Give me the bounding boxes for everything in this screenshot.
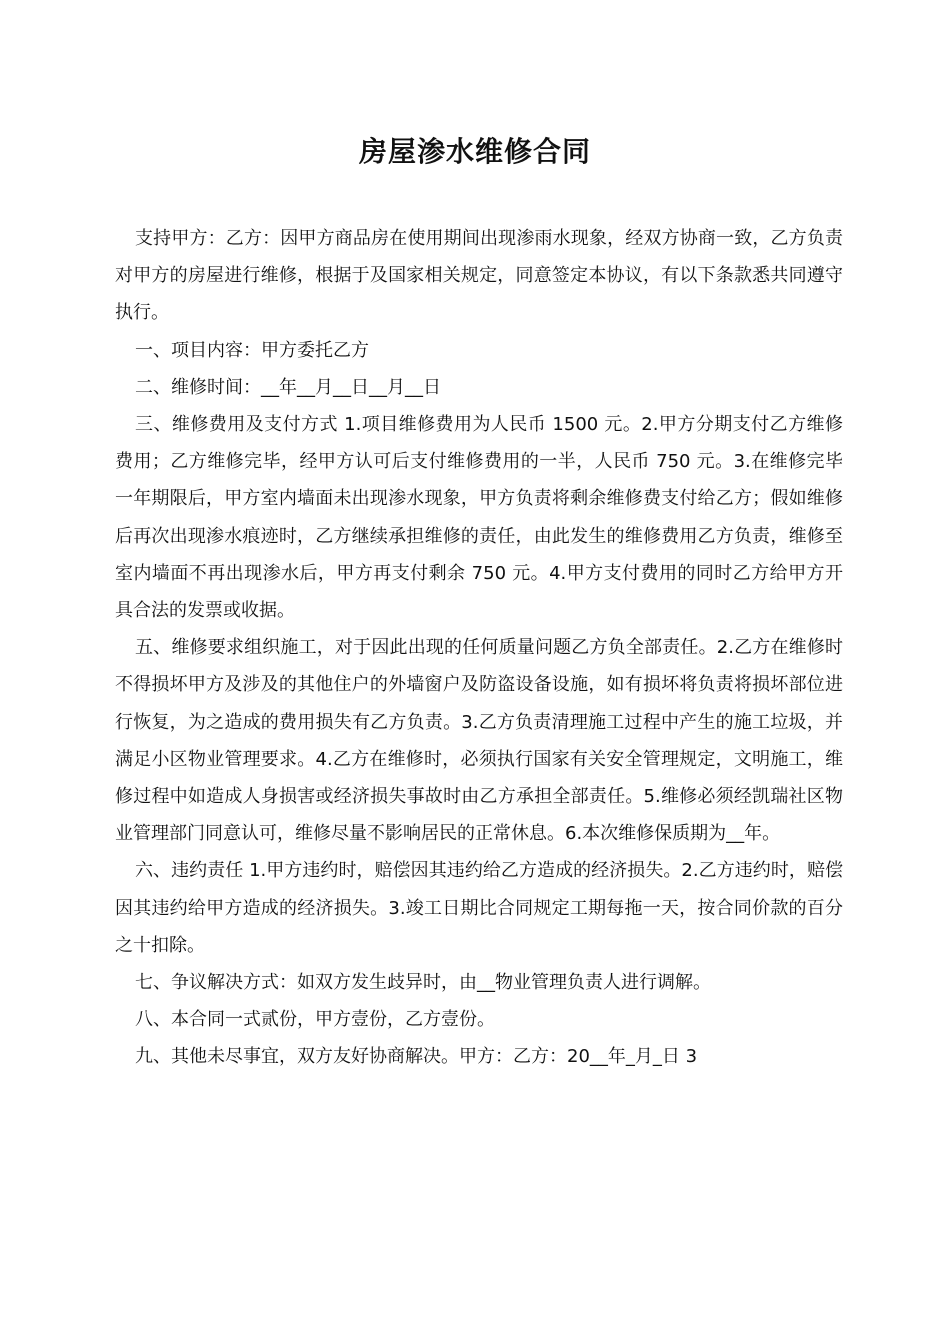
paragraph-copies: 八、本合同一式贰份，甲方壹份，乙方壹份。 — [135, 1009, 495, 1031]
paragraph-dispute-resolution: 七、争议解决方式：如双方发生歧异时，由__物业管理负责人进行调解。 — [135, 972, 711, 994]
paragraph-project-content: 一、项目内容：甲方委托乙方 — [135, 339, 369, 361]
paragraph-repair-time: 二、维修时间：__年__月__日__月__日 — [135, 376, 441, 398]
paragraph-fees-payment: 三、维修费用及支付方式 1.项目维修费用为人民币 1500 元。2.甲方分期支付乙方维修费用；乙方维修完毕，经甲方认可后支付维修费用的一半，人民币 750 元。3.在维修完毕一年期限后，甲方室内墙面未出现渗水现象，甲方负责将剩余维修费支付给乙方；假如维修后再次出现渗水痕迹时，乙方继续承担维修的责任，由此发生的维修费用乙方负责，维修至室内墙面不再出现渗水后，甲方再支付剩余 750 元。4.甲方支付费用的同时乙方给甲方开具合法的发票或收据。 — [115, 414, 843, 622]
document-body — [115, 220, 843, 1076]
paragraph-breach-liability: 六、违约责任 1.甲方违约时，赔偿因其违约给乙方造成的经济损失。2.乙方违约时，赔偿因其违约给甲方造成的经济损失。3.竣工日期比合同规定工期每拖一天，按合同价款的百分之十扣除。 — [115, 860, 843, 956]
paragraph-repair-requirements: 五、维修要求组织施工，对于因此出现的任何质量问题乙方负全部责任。2.乙方在维修时不得损坏甲方及涉及的其他住户的外墙窗户及防盗设备设施，如有损坏将负责将损坏部位进行恢复，为之造成的费用损失有乙方负责。3.乙方负责清理施工过程中产生的施工垃圾，并满足小区物业管理要求。4.乙方在维修时，必须执行国家有关安全管理规定，文明施工，维修过程中如造成人身损害或经济损失事故时由乙方承担全部责任。5.维修必须经凯瑞社区物业管理部门同意认可，维修尽量不影响居民的正常休息。6.本次维修保质期为__年。 — [115, 637, 843, 845]
paragraph-preamble: 支持甲方：乙方：因甲方商品房在使用期间出现渗雨水现象，经双方协商一致，乙方负责对甲方的房屋进行维修，根据于及国家相关规定，同意签定本协议，有以下条款悉共同遵守执行。 — [115, 228, 843, 324]
paragraph-other-matters: 九、其他未尽事宜，双方友好协商解决。甲方：乙方：20__年_月_日 3 — [135, 1046, 698, 1068]
document-title: 房屋渗水维修合同 — [358, 135, 591, 168]
